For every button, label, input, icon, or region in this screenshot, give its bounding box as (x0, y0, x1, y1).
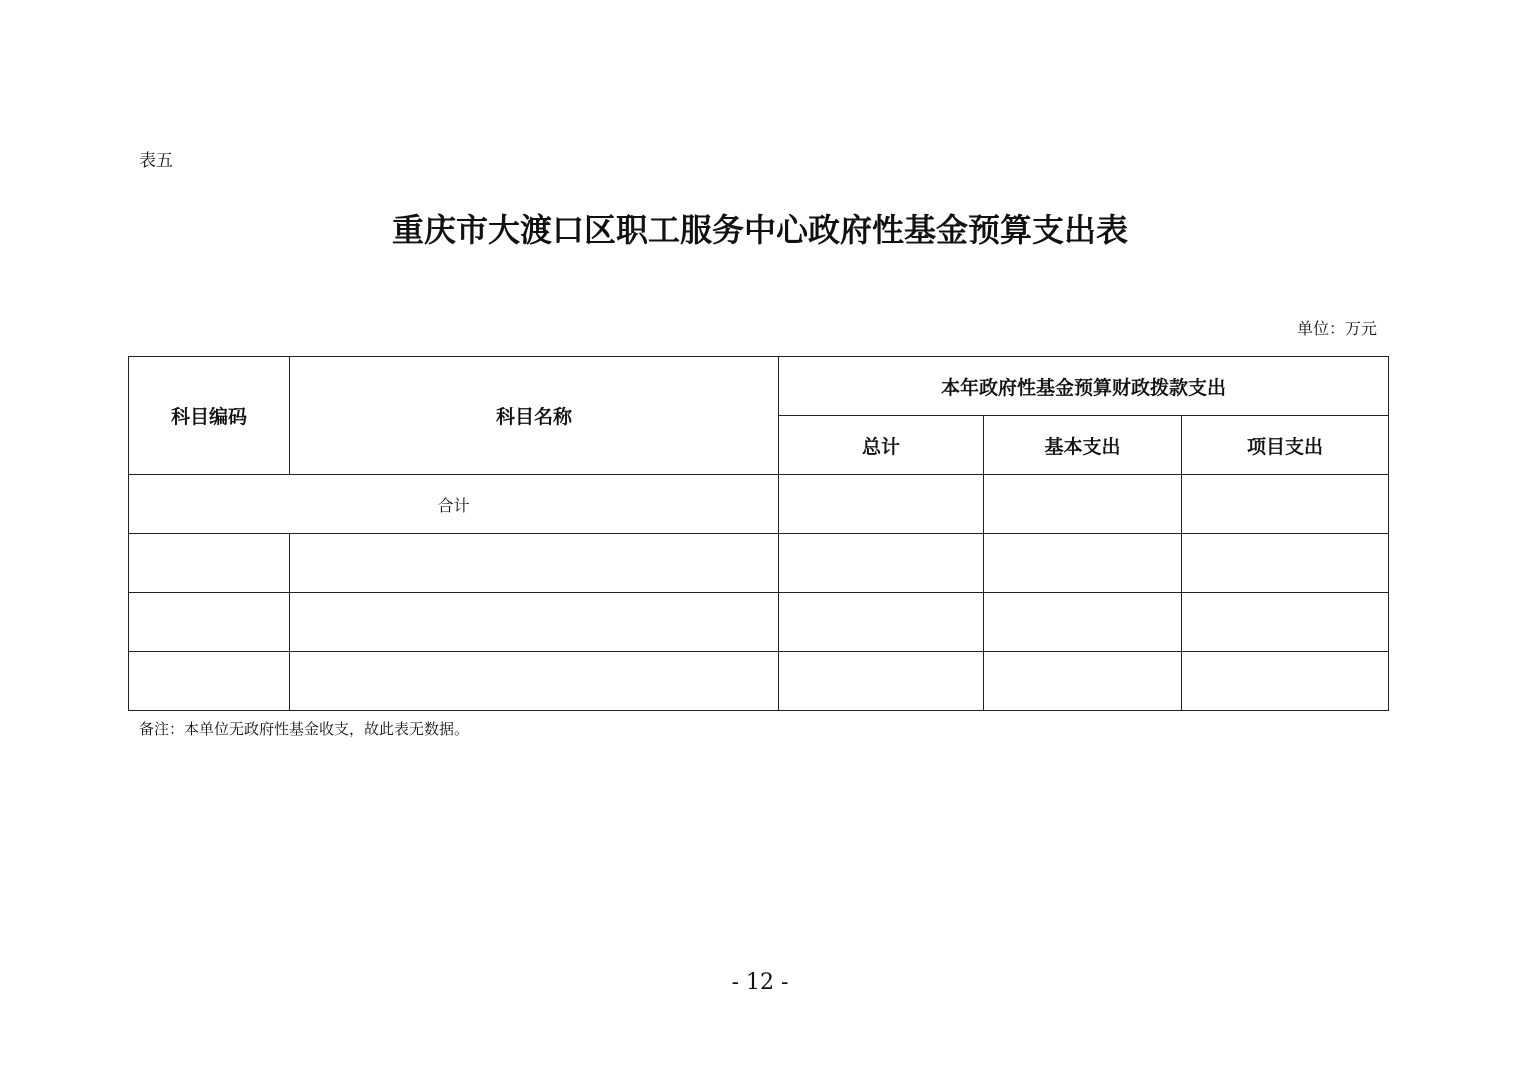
budget-table (128, 356, 1389, 711)
cell-basic (984, 593, 1182, 652)
cell-project (1182, 593, 1389, 652)
cell-code (129, 534, 290, 593)
table-row (129, 652, 1389, 711)
column-header-name: 科目名称 (290, 357, 779, 475)
cell-name (290, 593, 779, 652)
table-label: 表五 (139, 151, 173, 171)
column-header-basic: 基本支出 (984, 416, 1182, 475)
column-header-project: 项目支出 (1182, 416, 1389, 475)
total-row (129, 475, 1389, 534)
cell-total (779, 593, 984, 652)
cell-project (1182, 652, 1389, 711)
footnote: 备注：本单位无政府性基金收支，故此表无数据。 (139, 720, 470, 738)
cell-name (290, 652, 779, 711)
cell-project (1182, 534, 1389, 593)
cell-basic (984, 534, 1182, 593)
total-row-label: 合计 (129, 475, 779, 534)
cell-name (290, 534, 779, 593)
cell-total (779, 652, 984, 711)
column-header-code: 科目编码 (129, 357, 290, 475)
column-header-total: 总计 (779, 416, 984, 475)
column-header-group: 本年政府性基金预算财政拨款支出 (779, 357, 1389, 416)
page-number: - 12 - (731, 970, 789, 995)
unit-label: 单位：万元 (1296, 319, 1377, 338)
total-row-project (1182, 475, 1389, 534)
table-row (129, 534, 1389, 593)
total-row-basic (984, 475, 1182, 534)
header-row-1 (129, 357, 1389, 416)
total-row-total (779, 475, 984, 534)
table-row (129, 593, 1389, 652)
cell-code (129, 652, 290, 711)
cell-basic (984, 652, 1182, 711)
cell-total (779, 534, 984, 593)
document-title: 重庆市大渡口区职工服务中心政府性基金预算支出表 (391, 211, 1128, 249)
cell-code (129, 593, 290, 652)
